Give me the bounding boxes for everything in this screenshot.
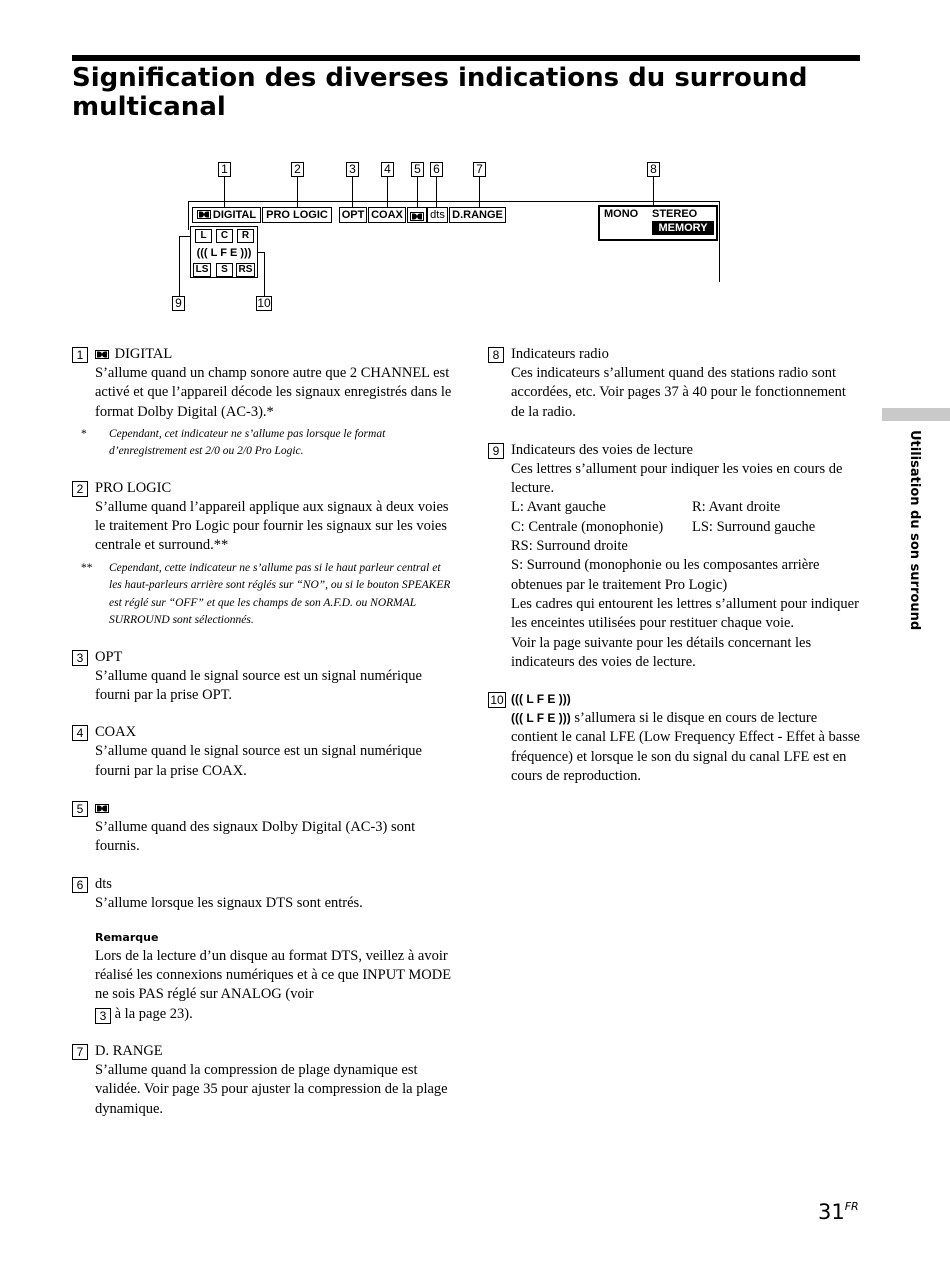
remark-body: Lors de la lecture d’un disque au format DTS, veillez à avoir réalisé les connexions numériques et à ce que INPUT MODE ne sois PAS réglé sur ANALOG (voir 3 à la page 23). — [95, 947, 452, 1023]
callout-1: 1 — [218, 162, 231, 177]
item-7 — [72, 1042, 452, 1119]
leader-10 — [264, 252, 265, 296]
callout-4: 4 — [381, 162, 394, 177]
callout-10: 10 — [257, 296, 271, 310]
leader-4 — [387, 177, 388, 207]
item-label: COAX — [95, 724, 137, 741]
leader-2 — [297, 177, 298, 207]
dolby-double-d-icon — [95, 350, 109, 359]
item-body: S’allume quand l’appareil applique aux signaux à deux voies le traitement Pro Logic pour fournir les signaux sur les voies centrale et surround.** — [95, 498, 449, 554]
item-label: D. RANGE — [95, 1043, 163, 1060]
pro-logic-indicator: PRO LOGIC — [262, 207, 332, 223]
display-frame-left — [188, 201, 189, 230]
item-10 — [488, 690, 860, 786]
display-frame-right — [719, 201, 720, 282]
item-number: 9 — [488, 443, 504, 459]
leader-7 — [479, 177, 480, 207]
leader-9-top — [179, 236, 190, 237]
item-3 — [72, 648, 452, 706]
item-number: 6 — [72, 877, 88, 893]
callout-9: 9 — [172, 296, 185, 311]
display-diagram — [0, 0, 950, 320]
dolby-double-d-icon — [95, 804, 109, 813]
callout-5: 5 — [411, 162, 424, 177]
leader-1 — [224, 177, 225, 207]
item-number: 5 — [72, 801, 88, 817]
item-label: ((( L F E ))) — [511, 692, 571, 707]
drange-indicator: D.RANGE — [449, 207, 506, 223]
dts-indicator: dts — [427, 207, 448, 223]
channel-s: S — [216, 263, 233, 277]
leader-5 — [417, 177, 418, 207]
item-number: 10 — [488, 692, 506, 708]
callout-6: 6 — [430, 162, 443, 177]
memory-indicator: MEMORY — [652, 221, 714, 235]
item-label: DIGITAL — [95, 345, 172, 364]
display-frame-top — [188, 201, 720, 202]
item-label: dts — [95, 875, 112, 892]
dolby-double-d-icon — [197, 210, 211, 219]
item-4 — [72, 723, 452, 781]
item-number: 1 — [72, 347, 88, 363]
item-9 — [488, 441, 860, 672]
dolby-double-d-icon — [410, 212, 424, 221]
leader-6 — [436, 177, 437, 207]
channel-r: R — [237, 229, 254, 243]
remark-heading: Remarque — [95, 930, 159, 944]
page-title: Signification des diverses indications du surround multicanal — [72, 63, 808, 122]
leader-3 — [352, 177, 353, 207]
item-label: Indicateurs radio — [511, 346, 609, 362]
stereo-indicator: STEREO — [652, 208, 698, 220]
page-number: $31^{FR}$ — [818, 1200, 859, 1224]
item-label: OPT — [95, 648, 123, 665]
item-2 — [72, 479, 452, 630]
dolby-indicator — [407, 207, 427, 223]
leader-8 — [653, 177, 654, 207]
item-label — [95, 799, 111, 818]
right-column — [488, 345, 860, 804]
item-body: S’allume quand un champ sonore autre que 2 CHANNEL est activé et que l’appareil décode les signaux enregistrés dans le format Dolby Digital (AC-3).* — [95, 365, 452, 420]
lfe-indicator-inline: ((( L F E ))) — [511, 711, 571, 726]
channel-rs: RS — [236, 263, 255, 277]
lfe-indicator: ((( L F E ))) — [196, 247, 252, 259]
item-body: S’allume quand le signal source est un signal numérique fourni par la prise OPT. — [95, 667, 422, 704]
coax-indicator: COAX — [368, 207, 406, 223]
item-body: S’allume quand la compression de plage dynamique est validée. Voir page 35 pour ajuster la compression de la plage dynamique. — [95, 1062, 448, 1117]
channel-l: L — [195, 229, 212, 243]
item-1 — [72, 345, 452, 461]
callout-8: 8 — [647, 162, 660, 177]
item-label: Indicateurs des voies de lecture — [511, 441, 693, 458]
callout-2: 2 — [291, 162, 304, 177]
item-body: ((( L F E ))) s’allumera si le disque en cours de lecture contient le canal LFE (Low Frequency Effect - Effet à basse fréquence) et lorsque le son du signal du canal LFE est en cours de reproduction. — [511, 710, 860, 785]
item-body: S’allume quand des signaux Dolby Digital (AC-3) sont fournis. — [95, 818, 416, 855]
item-note: * Cependant, cet indicateur ne s’allume pas lorsque le format d’enregistrement est 2/0 ou 2/0 Pro Logic. — [81, 427, 386, 458]
channel-c: C — [216, 229, 233, 243]
left-column — [72, 345, 452, 1137]
item-number: 4 — [72, 725, 88, 741]
side-section-label: Utilisation du son surround — [907, 430, 922, 631]
opt-indicator: OPT — [339, 207, 367, 223]
inline-item-ref: 3 — [95, 1008, 111, 1024]
item-number: 3 — [72, 650, 88, 666]
item-body: Ces indicateurs s’allument quand des stations radio sont accordées, etc. Voir pages 37 à 40 pour le fonctionnement de la radio. — [511, 365, 846, 420]
item-number: 8 — [488, 347, 504, 363]
callout-7: 7 — [473, 162, 486, 177]
leader-9 — [179, 236, 180, 296]
digital-indicator: DIGITAL — [192, 207, 261, 223]
callout-3: 3 — [346, 162, 359, 177]
item-body: Ces lettres s’allument pour indiquer les voies en cours de lecture. L: Avant gauche R: Avant droite C: Centrale (monophonie) LS: Surround gauche RS: Surround droite S: Surround (monophonie ou les composantes arrière obtenues par le traitement Pro Logic) Les cadres qui entourent les lettres s’allument pour indiquer les enceintes utilisées pour restituer chaque voie. Voir la page suivante pour les détails concernant les indicateurs des voies de lecture. — [511, 460, 859, 670]
item-5 — [72, 799, 452, 857]
item-body: S’allume quand le signal source est un signal numérique fourni par la prise COAX. — [95, 743, 422, 779]
item-6 — [72, 875, 452, 1024]
item-number: 2 — [72, 481, 88, 497]
item-8 — [488, 345, 860, 422]
item-note: ** Cependant, cette indicateur ne s’allume pas si le haut parleur central et les haut-parleurs arrière sont réglés sur “NO”, ou si le bouton SPEAKER est réglé sur “OFF” et que les champs de son A.F.D. ou NORMAL SURROUND sont sélectionnés. — [81, 561, 451, 627]
side-tab — [882, 408, 950, 421]
mono-indicator: MONO — [604, 208, 639, 220]
item-number: 7 — [72, 1044, 88, 1060]
channel-ls: LS — [193, 263, 211, 277]
item-label: PRO LOGIC — [95, 479, 172, 496]
item-body: S’allume lorsque les signaux DTS sont entrés. — [95, 894, 363, 911]
